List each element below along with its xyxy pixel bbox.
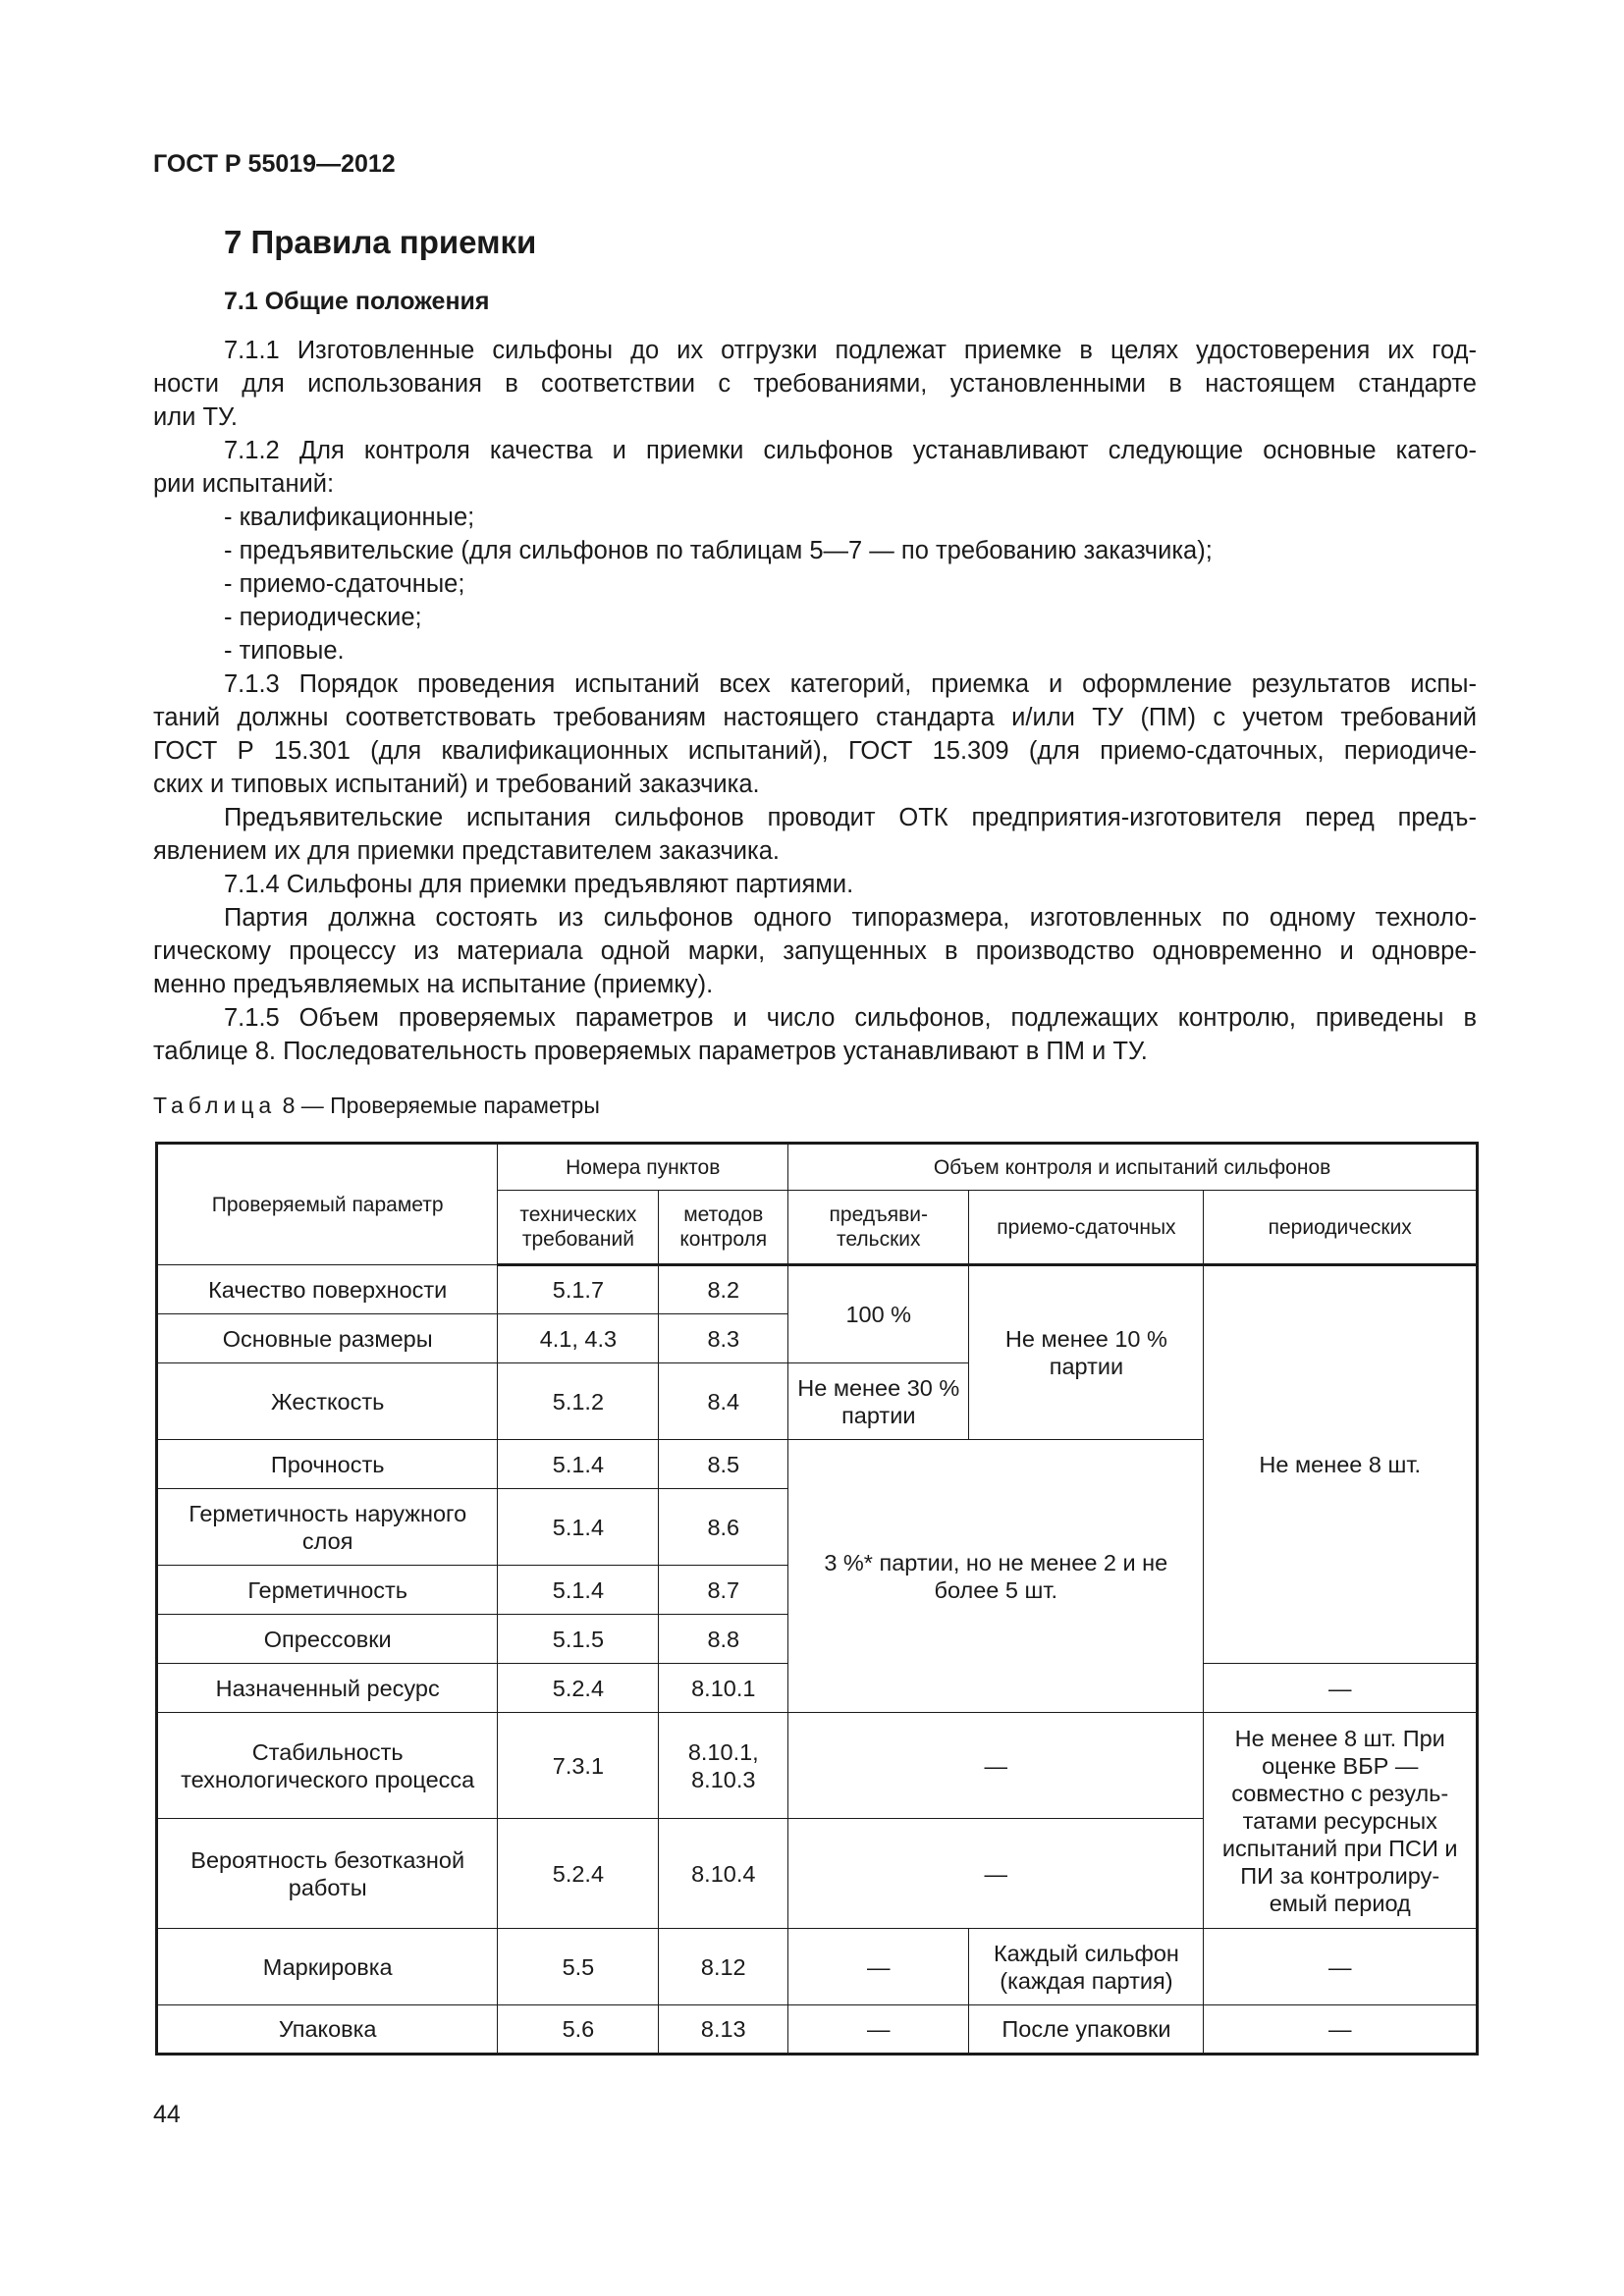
- header-presentation: предъяви- тельских: [788, 1191, 969, 1265]
- list-item: - приемо-сдаточные;: [224, 570, 465, 598]
- list-item: - периодические;: [224, 604, 422, 631]
- table-cell: 5.2.4: [498, 1819, 659, 1929]
- table-cell: 5.1.2: [498, 1363, 659, 1440]
- paragraph-line: ских и типовых испытаний) и требований заказчика.: [153, 771, 760, 798]
- header-periodic: периодических: [1204, 1191, 1478, 1265]
- table-cell: Основные размеры: [157, 1314, 498, 1363]
- table-cell: 5.1.7: [498, 1265, 659, 1314]
- table-cell: —: [1204, 1664, 1478, 1713]
- page-number: 44: [153, 2101, 181, 2128]
- table-cell: Прочность: [157, 1440, 498, 1489]
- header-clause-numbers: Номера пунктов: [498, 1144, 788, 1191]
- table-cell: 8.2: [659, 1265, 788, 1314]
- table-cell: 8.5: [659, 1440, 788, 1489]
- table-cell: Вероятность безотказной работы: [157, 1819, 498, 1929]
- section-title: 7 Правила приемки: [224, 224, 537, 260]
- document-code: ГОСТ Р 55019—2012: [153, 150, 396, 178]
- table-cell: Жесткость: [157, 1363, 498, 1440]
- table-cell: —: [788, 1713, 1204, 1819]
- paragraph-line: 7.1.1 Изготовленные сильфоны до их отгрузки подлежат приемке в целях удостоверения их год-: [224, 337, 1477, 364]
- table-cell: 8.10.1, 8.10.3: [659, 1713, 788, 1819]
- header-tech-req: технических требований: [498, 1191, 659, 1265]
- table-cell: 8.13: [659, 2005, 788, 2055]
- header-param: Проверяемый параметр: [157, 1144, 498, 1265]
- header-methods: методов контроля: [659, 1191, 788, 1265]
- paragraph-line: менно предъявляемых на испытание (приемку).: [153, 971, 714, 998]
- table-cell: 5.1.5: [498, 1615, 659, 1664]
- table-cell: 8.3: [659, 1314, 788, 1363]
- table-cell: 8.10.4: [659, 1819, 788, 1929]
- table-cell: —: [788, 2005, 969, 2055]
- table-cell: Каждый сильфон (каждая партия): [969, 1929, 1204, 2005]
- table-cell: Герметичность наружного слоя: [157, 1489, 498, 1566]
- list-item: - типовые.: [224, 637, 345, 665]
- table-cell: 8.6: [659, 1489, 788, 1566]
- header-scope: Объем контроля и испытаний сильфонов: [788, 1144, 1478, 1191]
- header-acceptance: приемо-сдаточных: [969, 1191, 1204, 1265]
- table-caption-prefix: Таблица: [153, 1093, 277, 1118]
- table-cell: После упаковки: [969, 2005, 1204, 2055]
- table-cell: Герметичность: [157, 1566, 498, 1615]
- table-cell: 5.1.4: [498, 1566, 659, 1615]
- table-cell: Стабильность технологического процесса: [157, 1713, 498, 1819]
- paragraph-line: или ТУ.: [153, 403, 238, 431]
- paragraph-line: Предъявительские испытания сильфонов проводит ОТК предприятия-изготовителя перед предъ-: [224, 804, 1477, 831]
- table-cell: Назначенный ресурс: [157, 1664, 498, 1713]
- table-cell: 8.4: [659, 1363, 788, 1440]
- table-cell: Не менее 10 % партии: [969, 1265, 1204, 1440]
- table-cell: Не менее 8 шт.: [1204, 1265, 1478, 1664]
- table-cell: Опрессовки: [157, 1615, 498, 1664]
- table-cell: —: [1204, 1929, 1478, 2005]
- table-cell: 8.7: [659, 1566, 788, 1615]
- paragraph-line: таблице 8. Последовательность проверяемых параметров устанавливают в ПМ и ТУ.: [153, 1038, 1148, 1065]
- table-cell: 8.10.1: [659, 1664, 788, 1713]
- paragraph-line: ности для использования в соответствии с требованиями, установленными в настоящем стандарте: [153, 370, 1477, 398]
- table-cell: 100 %: [788, 1265, 969, 1363]
- table-cell: Качество поверхности: [157, 1265, 498, 1314]
- paragraph-line: 7.1.3 Порядок проведения испытаний всех категорий, приемка и оформление результатов испы-: [224, 670, 1477, 698]
- table-cell: 5.6: [498, 2005, 659, 2055]
- table-cell: 5.5: [498, 1929, 659, 2005]
- paragraph-line: 7.1.5 Объем проверяемых параметров и число сильфонов, подлежащих контролю, приведены в: [224, 1004, 1477, 1032]
- table-cell: 5.1.4: [498, 1489, 659, 1566]
- subsection-title: 7.1 Общие положения: [224, 288, 490, 315]
- table-caption-title: 8 — Проверяемые параметры: [282, 1093, 600, 1118]
- table-cell: —: [788, 1819, 1204, 1929]
- table-cell: 5.2.4: [498, 1664, 659, 1713]
- table-cell: —: [788, 1929, 969, 2005]
- paragraph-line: рии испытаний:: [153, 470, 335, 498]
- paragraph-line: 7.1.4 Сильфоны для приемки предъявляют партиями.: [224, 871, 854, 898]
- table-cell: Не менее 30 % партии: [788, 1363, 969, 1440]
- table-cell: 4.1, 4.3: [498, 1314, 659, 1363]
- list-item: - предъявительские (для сильфонов по таблицам 5—7 — по требованию заказчика);: [224, 537, 1213, 564]
- paragraph-line: таний должны соответствовать требованиям настоящего стандарта и/или ТУ (ПМ) с учетом требований: [153, 704, 1477, 731]
- table-cell: Маркировка: [157, 1929, 498, 2005]
- table-cell: 3 %* партии, но не менее 2 и не более 5 шт.: [788, 1440, 1204, 1713]
- parameters-table: [155, 1142, 1479, 2056]
- paragraph-line: 7.1.2 Для контроля качества и приемки сильфонов устанавливают следующие основные катего-: [224, 437, 1477, 464]
- list-item: - квалификационные;: [224, 504, 475, 531]
- table-cell: —: [1204, 2005, 1478, 2055]
- table-cell: Не менее 8 шт. При оценке ВБР — совместно с резуль- татами ресурсных испытаний при ПСИ и ПИ за контролиру- емый период: [1204, 1713, 1478, 1929]
- body-text: [153, 334, 1477, 1068]
- table-caption: [153, 1093, 600, 1119]
- table-cell: 8.12: [659, 1929, 788, 2005]
- table-cell: 8.8: [659, 1615, 788, 1664]
- paragraph-line: гическому процессу из материала одной марки, запущенных в производство одновременно и одновре-: [153, 937, 1477, 965]
- paragraph-line: Партия должна состоять из сильфонов одного типоразмера, изготовленных по одному техноло-: [224, 904, 1477, 932]
- table-cell: 5.1.4: [498, 1440, 659, 1489]
- table-cell: 7.3.1: [498, 1713, 659, 1819]
- paragraph-line: явлением их для приемки представителем заказчика.: [153, 837, 780, 865]
- table-cell: Упаковка: [157, 2005, 498, 2055]
- paragraph-line: ГОСТ Р 15.301 (для квалификационных испытаний), ГОСТ 15.309 (для приемо-сдаточных, периодиче-: [153, 737, 1477, 765]
